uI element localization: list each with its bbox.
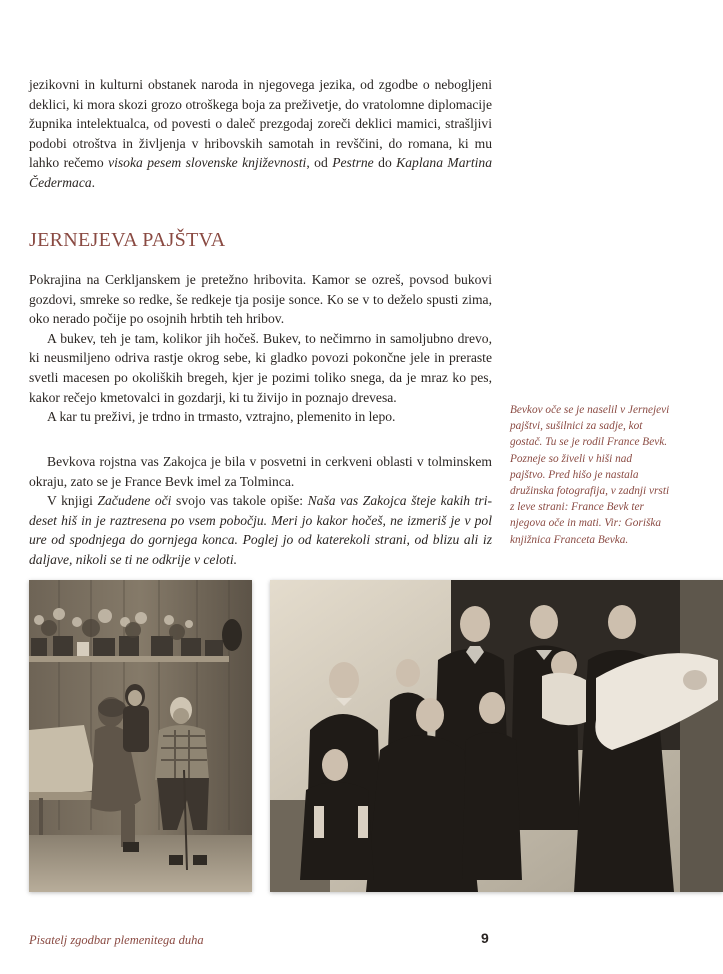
intro-paragraph xyxy=(29,75,492,193)
running-footer-title: Pisatelj zgodbar plemenitega duha xyxy=(29,933,204,947)
book-title: Začudene oči xyxy=(97,493,172,509)
section-landscape xyxy=(29,270,492,427)
photo-shed-portrait-image xyxy=(29,580,252,892)
caption-text: Bevkov oče se je naselil v Jernejevi pajštvi, sušilnici za sadje, kot gostač. Tu se je rodil France Bevk. Pozneje so živeli v hiši nad pajštvo. Pred hišo je nastala družinska fotografija, v zadnji vrsti z leve strani: France Bevk ter njegova oče in mati. Vir: Goriška knjižnica Franceta Bevka. xyxy=(510,404,670,546)
intro-text xyxy=(29,75,492,193)
paragraph-region: Pokrajina na Cerkljanskem je pretežno hribovita. Kamor se ozreš, povsod bukovi gozdovi, smreke so redke, še redkeje tja posije sonce. Ko se v to deželo spusti zima, oko nerado počije po osojnih hrbtih teh hribov. xyxy=(29,272,492,327)
intro-italic-segment: Kaplana Martina Čedermaca xyxy=(29,155,492,190)
book-quote: Naša vas Zakojca šteje kakih trideset hiš in je raztresena po vsem pobočju. Meri jo kakor hočeš, ne izmeriš je v pol ure od spodnjega do gornjega konca. Poglej jo od katerekoli strani, od blizu ali iz daljave, nikoli se ti ne odkrije v celoti. xyxy=(29,493,493,567)
paragraph-survivor: A kar tu preživi, je trdno in trmasto, vztrajno, plemenito in lepo. xyxy=(47,409,396,425)
section-heading: JERNEJEVA PAJŠTVA xyxy=(29,229,226,251)
intro-segment: , od xyxy=(306,155,333,171)
photo-shed-portrait xyxy=(29,580,252,892)
photo-family-portrait-image xyxy=(270,580,723,892)
photo-family-portrait xyxy=(270,580,723,892)
page-number: 9 xyxy=(481,930,489,946)
paragraph-birthplace: Bevkova rojstna vas Zakojca je bila v posvetni in cerkveni oblasti v tolminskem okraju, zato se je France Bevk imel za Tolminca. xyxy=(29,454,492,489)
intro-segment: jezikovni in kulturni obstanek naroda in njegovega jezika, od zgodbe o nebogljeni deklici, ki mora skozi grozo otroškega boja za preživetje, do vratolomne diplomacije župnika intelektualca, od povesti o daleč prezgodaj zoreči deklici mamici, strašljivi podobi otroštva in življenja v hribovskih samotah in revščini, do romana, ki mu lahko rečemo xyxy=(29,77,492,171)
paragraph-book-quote xyxy=(29,491,492,569)
quote-lead: V knjigi xyxy=(47,493,98,509)
quote-intro: svojo vas takole opiše: xyxy=(171,493,308,509)
section-village xyxy=(29,452,492,570)
intro-italic-segment: visoka pesem slovenske književnosti xyxy=(108,155,307,171)
intro-segment: do xyxy=(373,155,397,171)
photo-caption xyxy=(510,402,670,548)
paragraph-beech: A bukev, teh je tam, kolikor jih hočeš. Bukev, to nečimrno in samoljubno drevo, ki neusmiljeno odriva rastje okrog sebe, ki gladko povozi pokončne jele in preraste svetli macesen po okoliških bregeh, kjer je pozimi toliko snega, da je mraz ko pes, kakor rečejo kmetovalci in gozdarji, ki tu živijo in poznajo drevesa. xyxy=(29,330,492,405)
intro-italic-segment: Pestrne xyxy=(332,155,374,171)
intro-segment: . xyxy=(91,174,96,190)
